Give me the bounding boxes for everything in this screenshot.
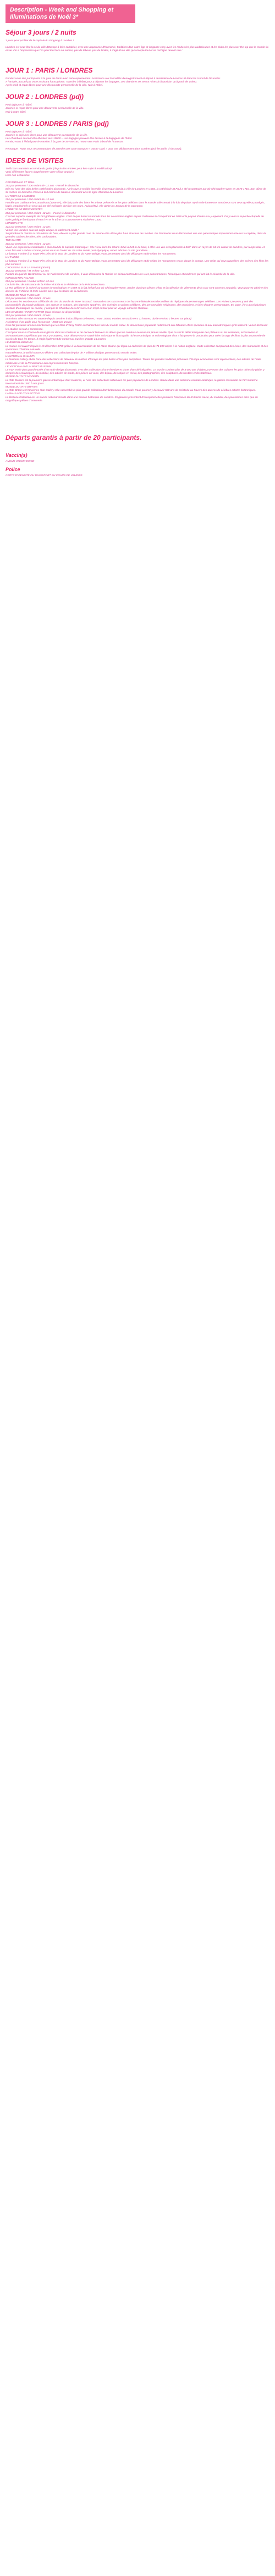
jour2-text: Petit déjeuner à l'hôtel. Journée et repas libres pour une découverte personnelle de la ville. Nuit à votre hôtel. (6, 104, 84, 114)
departs-title: Départs garantis à partir de 20 participants. (6, 434, 142, 442)
sejour-title: Séjour 3 jours / 2 nuits (6, 29, 76, 36)
banner-line2: Illuminations de Noël 3* (10, 14, 79, 20)
vaccins-title: Vaccin(s) (6, 452, 28, 458)
title-banner (6, 4, 135, 23)
jour1-text: Rendez-vous des participants à la gare de Paris avec notre représentant. Assistance aux formalités d'enregistrement et départ à destination de Londres St-Pancras à bord de l'Eurostar. A l'arrivée, accueil par votre assistant francophone. Transfert à l'hôtel pour y déposer les bagages. Les chambres ne seront mises à disposition qu'à partir de 15h00. Après-midi et repas libres pour une découverte personnelle de la ville. Nuit à l'hôtel. (6, 77, 221, 87)
page (0, 0, 275, 492)
idees-text: Tarifs hors transferts et service du guide ( le prix des entrées peut être sujet à modification) Voici différentes façons d'agrémenter votre séjour anglais ! Liste non exhaustive CATHEDRALE ST PAUL 25£ par personne / 10€ enfant de -12 ans - Fermé le dimanche Elle est l'une des plus belles cathédrales du monde. Après que le terrible incendie ait presque détruit la ville de Londres en 1666, la cathédrale St Paul a été reconstruite par Sir Christopher Wren en 1675-1710. Son dôme de 31 mètres de diamètre s'élève à 110 mètres de hauteur, dominant ainsi la ligne d'horizon de Londres. LA TOUR DE LONDRES 29£ par personne / 12€ enfant de -12 ans Fondée par Guillaume le Conquérant (1066-87), elle fait partie des biens les mieux préservés et les plus célèbres dans le monde. Elle servait à la fois de palais royal et de forteresse. Nombreux sont ceux qu'elle a protégés, logés, emprisonnés et ceux qui ont été exécutés derrière ses murs. Aujourd'hui, elle abrite les Joyaux de la Couronne. L'ABBAYE DE WESTMINSTER 29£ par personne / 10€ enfant -12 ans – Fermé le dimanche C'est un superbe exemple de l'art gothique anglais. C'est là que furent couronnés tous les souverains anglais depuis Guillaume le Conquérant en 1066 et la plupart d'entre eux y reposent. On y verra la superbe chapelle de style gothique flamboyant d'Henri VII et le trône du couronnement réalisé en 1300. LONDON EYE 32£ par personne / 22€ enfant -12 ans Venez voir Londres sous un angle unique et totalement inédit ! Surplombant la Tamise à 135 mètres de haut, elle est la plus grande roue du monde et le 4ème plus haut structure de Londres. En 30 minutes vous découvrirez une vue panoramique impressionnante sur la capitale, dans de grandes cabines fermées, très confortables. THE SHARD 30£ par personne / 25€ enfant -12 ans Vivez une expérience inoubliable à plus haut de la capitale britannique : The View from the Shard. Situé à 244 m de haut, il offre une vue exceptionnelle à 360° dans un rayon de 64 km autour de Londres, par temps clair, et vous fera voir Londres comme jamais vous ne l'aviez vu. En cette année post-olympique, venez admirer ce site grandiose... Le bateau s'arrête à la Tower Pier près de la Tour de Londres et du Tower Bridge, vous permettant ainsi de débarquer et de visiter les monuments. LA TAMISE Le bateau s'arrête à la Tower Pier près de la Tour de Londres et du Tower Bridge, vous permettant ainsi de débarquer et de visiter les monuments reçus depuis le ponton. Une visite qui vous rappellera des scènes des films les plus connus ! CROISIERE SUR LA TAMISE (30min) 15£ par personne / 9£ enfant -12 ans Partant du quai de Westminster ou de Parlement et de Londres, il vous découvrira la Tamise en découvrant toutes les vues panoramiques, historiques et modernes qui ont fait le célébrité de la ville. KENSINGTON PALACE 25£ par personne / Gratuit enfant -12 ans Ce fut le lieu de naissance de la Reine Victoria et la résidence de la Princesse Diana. Le Roi William III la acheté au Comte de Nottingham en 1689 et la fait intégré par Sir Christopher Wren. Seules plusieurs pièces d'état et la collection de vêtements de la cour sont ouvertes au public. Vous pourrez admirer des œuvres du XVIIème et XIXe siècles ainsi que les toiles de la collection. MUSEE DE MME TUSSAUD 33£ par personne / 25£ enfant -12 ans Découvrez les nombreuses célébrités de cire du Musée de Mme Tussaud. Tussaud et ses successeurs ont façonné littéralement des milliers de répliques de personnages célèbres. Les visiteurs peuvent y voir des personnalités du monde politique, des acteurs et actrices, des légendes sportives, des écrivains et artistes célèbres, des personnalités religieuses, des musiciens, et bien d'autres personnages. En outre, il y a aussi plusieurs sections thématiques au musée, y compris la Chambre des Horreurs et un trajet en taxi pour un voyage à travers l'histoire. LES STUDIOS HARRY POTTER (sous réserve de disponibilité) 95£ par personne / 80€ enfant -12 ans Transferts aller et retour en navette depuis Londres inclus (départ 09 heures, retour 14h30, entrées au studio vers 11 heures, durée environ 2 heures sur place) Assistance d'un guide pour l'excursion - 260€ par groupe Cela fait plusieurs années maintenant que les films d'Harry Potter enchantent les fans du monde entier. Ils doivent leur popularité notamment aux fabuleux effets spéciaux et aux animatroniques qu'ils utilisent. Venez découvrir les studios où tout a commencé. C'est pour vous la chance de vous glisser dans les coulisses et de découvrir l'univers du décor que les caméras ne vous ont jamais révélé. Que ce soit le détail incroyable des plateaux ou les costumes, accessoires et animatroniques stupéfiants que vous y trouverez, vous découvrirez le savoir-faire technique et l'incroyable richesse artistique et technologique dont a fait preuve la production pour créer la saga de films la plus couronnée de succès de tous les temps. Il s'agit également de nombreux musées gratuits à Londres. LE BRITISH MUSEUM Le musée est ouvert depuis le 15 décembre 1759 grâce à la détermination de Sir Hans Sloane qui légua sa collection de plus de 71 000 objets à la nation anglaise. Cette collection comprenait des livres, des manuscrits et des spécimens d'histoire naturelle. Naturellement, le British Museum détient une collection de plus de 7 millions d'objets provenant du monde entier. LA NATIONAL GALLERY La National Gallery abrite l'une des collections de tableaux de maîtres d'Europe les plus belles et les plus complètes. Toutes les grandes traditions picturales d'Europe occidentale sont représentées, des artistes de l'Italie médiévale et de la Renaissance aux impressionnistes français. LE VICTORIA AND ALBERT MUSEUM Le V&A est le plus grand musée d'art et de design du monde, avec des collections d'une étendue et d'une diversité inégalées. Le musée contient plus de 3 000 ans d'objets provenant des cultures les plus riches du globe, y compris des céramiques, du mobilier, des articles de mode, des pièces en verre, des bijoux, des objets en métal, des photographies, des sculptures, des textiles et des tableaux. MUSEE DU TATE MODERN La Tate Modern est la première galerie britannique d'art moderne, et l'une des collections nationales les plus populaires de Londres. Située dans une ancienne centrale électrique, la galerie rassemble de l'art moderne international de 1900 à nos jours. MUSEE DU TATE BRITAIN La Tate Britain est l'ancienne Tate Gallery. Elle rassemble la plus grande collection d'art britannique du monde. Vous pourrez y découvrir 500 ans de créativité au travers des œuvres de célèbres artistes britanniques. LA WALLACE COLLECTION La Wallace Collection est un musée national installé dans une maison historique de Londres. 25 galeries présentent d'exceptionnelles peintures françaises du XVIIIème siècle, du mobilier, des porcelaines ainsi que de magnifiques pièces d'armurerie. (6, 168, 268, 402)
police-text: CARTE D'IDENTITE OU PASSEPORT EN COURS DE VALIDITE. (6, 474, 83, 478)
police-title: Police (6, 467, 20, 473)
sejour-subtitle: 3 jours pour profiter de la capitale du shopping à Londres ! (6, 40, 74, 42)
jour1-title: JOUR 1 : PARIS / LONDRES (6, 66, 93, 74)
vaccins-text: AUCUN VACCIN EXIGE (6, 460, 35, 463)
idees-title: IDEES DE VISITES (6, 157, 64, 165)
jour3-title: JOUR 3 : LONDRES / PARIS (pdj) (6, 119, 109, 128)
jour2-title: JOUR 2 : LONDRES (pdj) (6, 93, 84, 101)
banner-line1: Description - Week end Shopping et (10, 7, 114, 13)
intro-text: Londres est peut-être la seule ville d'Europe à faire cohabiter, avec une apparence d'harmonie, traditions d'un autre âge et élégance cosy avec les modes les plus audacieuses et les clubs les plus over the top que le monde lui envie. On a l'impression que l'on peut tout faire à Londres, pas de tabous, pas de limites, il s'agit d'une ville qui accepte tout et ne rechigne devant rien ! (6, 46, 268, 53)
jour3-text: Petit déjeuner à l'hôtel. Journée et déjeuner libres pour une découverte personnelle de la ville. Les chambres devront être libérées vers 10h00 – Les bagages peuvent être laissés à la bagagerie de l'hôtel. Rendez-vous à l'hôtel pour le transfert à la gare de St-Pancras, retour vers Paris à bord de l'Eurostar. Remarque : Nous vous recommandons de prendre une carte transport « Oyster Card » pour vos déplacement dans Londres (voir les tarifs ci-dessous). (6, 130, 182, 151)
